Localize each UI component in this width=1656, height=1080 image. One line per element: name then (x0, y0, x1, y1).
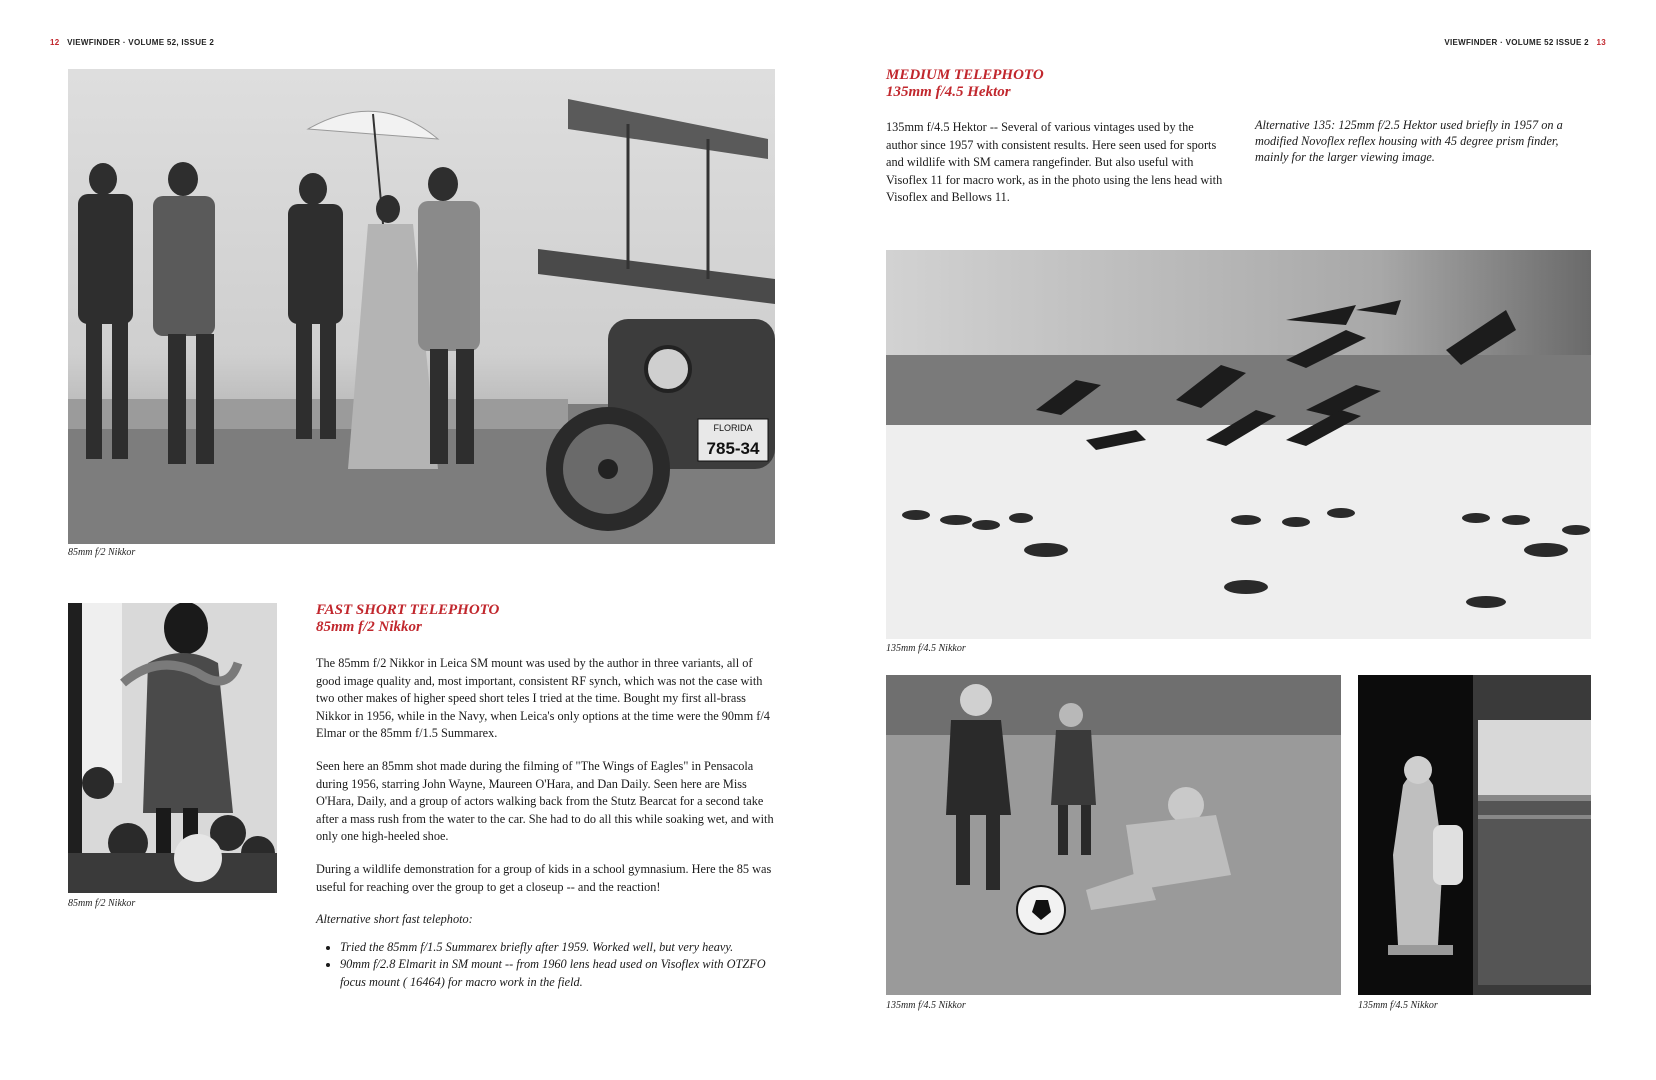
list-item: • Tried the 85mm f/1.5 Summarex briefly after 1959. Worked well, but very heavy. (340, 939, 774, 957)
fast-short-telephoto-heading (316, 602, 499, 636)
section-subheading: 85mm f/2 Nikkor (316, 619, 422, 635)
right-page-number: 13 (1596, 38, 1606, 47)
left-body-text (316, 655, 774, 992)
alternative-note: Alternative 135: 125mm f/2.5 Hektor used briefly in 1957 on a modified Novoflex reflex housing with 45 degree prism finder, mainly for the larger viewing image. (1255, 118, 1563, 164)
geese-photo (886, 250, 1591, 639)
plate-number: 785-34 (706, 439, 760, 458)
right-running-head (1444, 38, 1606, 47)
right-running-head-text: VIEWFINDER · VOLUME 52 ISSUE 2 (1444, 38, 1589, 47)
geese-photo-caption: 135mm f/4.5 Nikkor (886, 643, 966, 654)
section-heading: FAST SHORT TELEPHOTO (316, 602, 500, 618)
left-running-head-text: VIEWFINDER · VOLUME 52, ISSUE 2 (67, 38, 215, 47)
top-left-photo (68, 69, 775, 544)
top-left-photo-caption: 85mm f/2 Nikkor (68, 547, 136, 558)
plate-state: FLORIDA (713, 423, 753, 433)
knight-photo (1358, 675, 1591, 995)
left-page-number: 12 (50, 38, 60, 47)
soccer-photo-caption: 135mm f/4.5 Nikkor (886, 1000, 966, 1011)
alternative-list (316, 939, 774, 992)
medium-telephoto-heading (886, 67, 1044, 101)
left-running-head (50, 38, 214, 47)
section-subheading: 135mm f/4.5 Hektor (886, 84, 1011, 100)
bottom-left-photo-caption: 85mm f/2 Nikkor (68, 898, 136, 909)
bottom-left-photo (68, 603, 277, 893)
knight-photo-caption: 135mm f/4.5 Nikkor (1358, 1000, 1438, 1011)
soccer-photo (886, 675, 1341, 995)
paragraph: The 85mm f/2 Nikkor in Leica SM mount was used by the author in three variants, all of good image quality and, most important, consistent RF synch, which was not the case with two other makes of higher speed short teles I tried at the time. Bought my first all-brass Nikkor in 1956, while in the Navy, when Leica's only options at the time were the 90mm f/4 Elmar or the 85mm f/1.5 Summarex. (316, 656, 770, 741)
paragraph: During a wildlife demonstration for a group of kids in a school gymnasium. Here the 85 was useful for reaching over the group to get a closeup -- and the reaction! (316, 861, 772, 894)
list-item: • 90mm f/2.8 Elmarit in SM mount -- from 1960 lens head used on Visoflex with OTZFO focus mount ( 16464) for macro work in the field. (340, 956, 774, 991)
section-heading: MEDIUM TELEPHOTO (886, 67, 1044, 83)
right-body-text: 135mm f/4.5 Hektor -- Several of various vintages used by the author since 1957 with consistent results. Here seen used for sports and wildlife with SM camera rangefinder. But also useful with Visoflex 11 for macro work, as in the photo using the lens head with Visoflex and Bellows 11. (886, 120, 1223, 205)
alternative-intro: Alternative short fast telephoto: (316, 912, 473, 927)
paragraph: Seen here an 85mm shot made during the filming of "The Wings of Eagles" in Pensacola during 1956, starring John Wayne, Maureen O'Hara, and Dan Daily. Seen here are Miss O'Hara, Daily, and a group of actors walking back from the Stutz Bearcat for a second take after a mass rush from the water to the car. She had to do all this while soaking wet, and with only one high-heeled shoe. (316, 758, 774, 844)
